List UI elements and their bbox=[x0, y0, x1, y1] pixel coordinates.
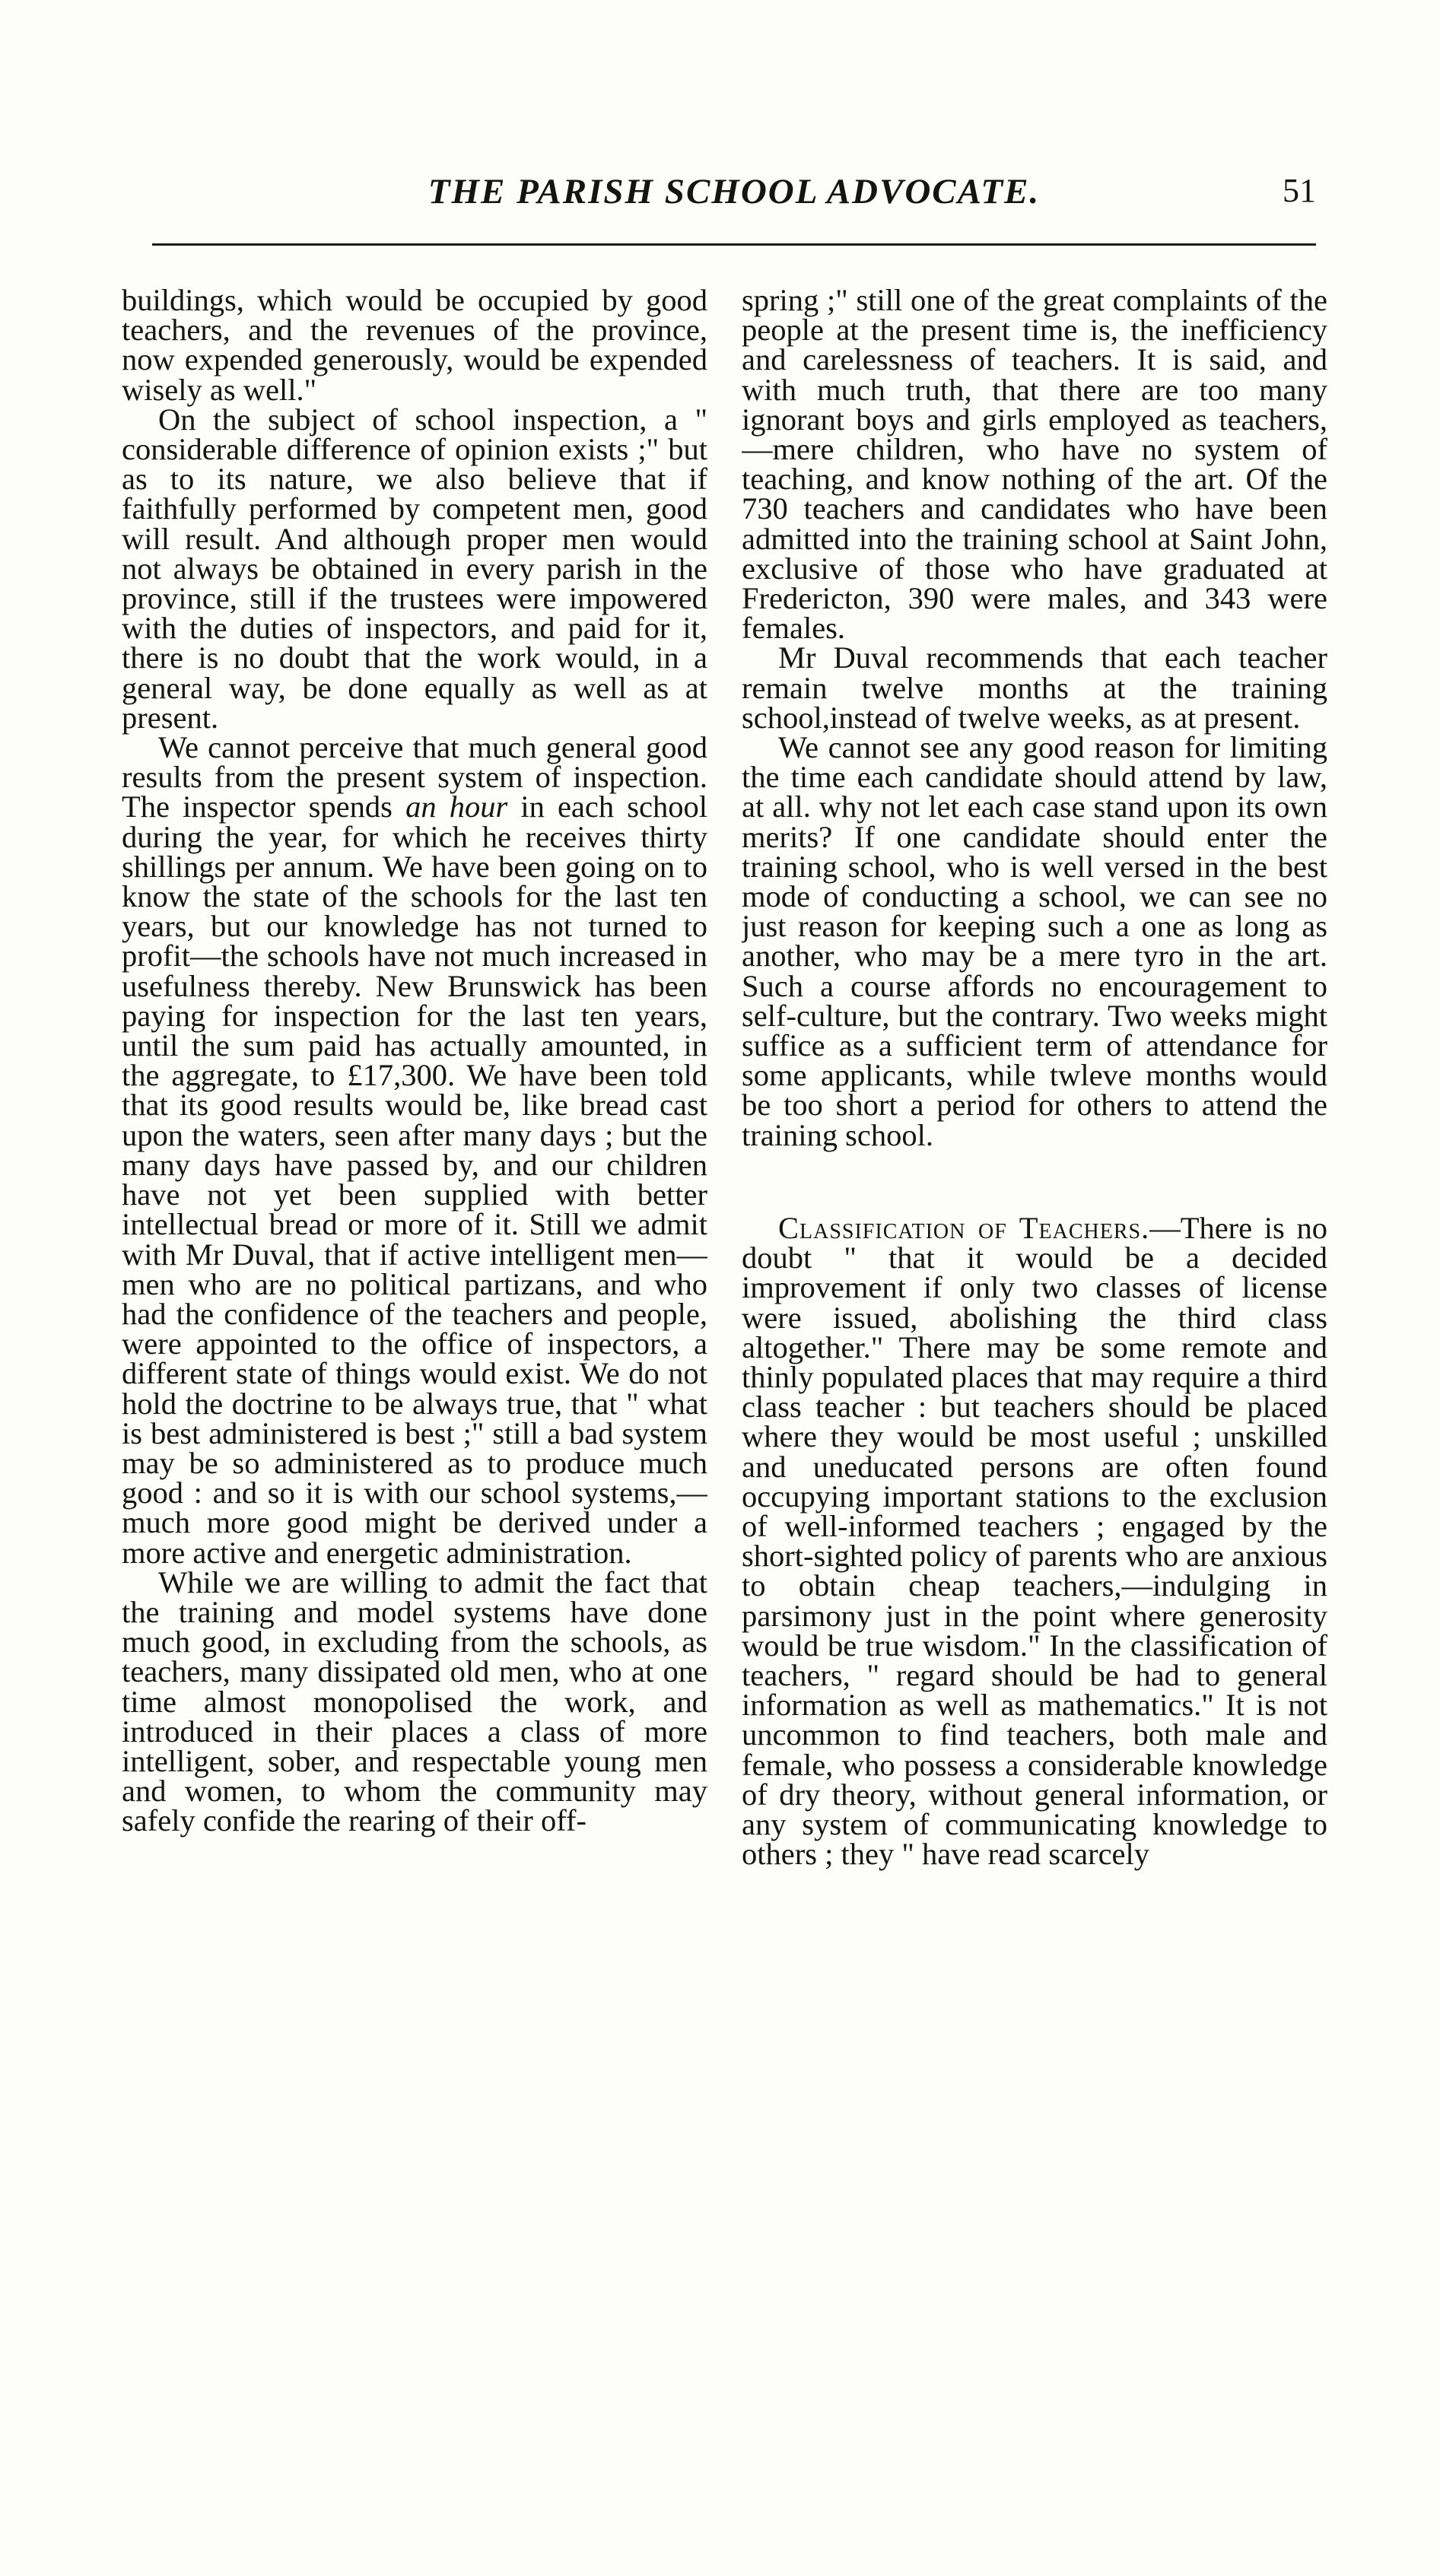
paragraph-school-inspection: On the subject of school inspection, a " considerable difference of opinion exists ;" but as to its nature, we also believe that if faithfully performed by competent men, good will result. And although proper men would not always be obtained in every parish in the province, still if the trustees were impowered with the duties of inspectors, and paid for it, there is no doubt that the work would, in a general way, be done equally as well as at present. bbox=[122, 402, 707, 735]
paragraph-classification-text: —There is no doubt " that it would be a decided improvement if only two classes of license were issued, abolishing the third class altogether." There may be some remote and thinly populated places that may require a third class teacher : but teachers should be placed where they would be most useful ; unskilled and uneducated persons are often found occupying important stations to the exclusion of well-informed teachers ; engaged by the short-sighted policy of parents who are anxious to obtain cheap teachers,—indulging in parsimony just in the point where generosity would be true wisdom." In the classification of teachers, " regard should be had to general information as well as mathematics." It is not uncommon to find teachers, both male and female, who possess a considerable knowledge of dry theory, without general information, or any system of communicating knowledge to others ; they " have read scarcely bbox=[742, 1210, 1327, 1872]
paragraph-inspection-system bbox=[122, 732, 707, 1568]
paragraph-inspection-text-end: in each school during the year, for which he receives thirty shillings per annum. We have been going on to know the state of the schools for the last ten years, but our knowledge has not turned to profit—the schools have not much increased in usefulness thereby. New Brunswick has been paying for inspection for the last ten years, until the sum paid has actually amounted, in the aggregate, to £17,300. We have been told that its good results would be, like bread cast upon the waters, seen after many days ; but the many days have passed by, and our children have not yet been supplied with better intellectual bread or more of it. Still we admit with Mr Duval, that if active intelligent men—men who are no political partizans, and who had the confidence of the teachers and people, were appointed to the office of inspectors, a different state of things would exist. We do not hold the doctrine to be always true, that " what is best administered is best ;" still a bad system may be so administered as to produce much good : and so it is with our school systems,—much more good might be derived under a more active and energetic administration. bbox=[122, 789, 707, 1570]
left-column bbox=[122, 285, 707, 2552]
paragraph-attendance-term: We cannot see any good reason for limiting the time each candidate should attend by law, at all. why not let each case stand upon its own merits? If one candidate should enter the training school, who is well versed in the best mode of conducting a school, we can see no just reason for keeping such a one as long as another, who may be a mere tyro in the art. Such a course affords no encouragement to self-culture, but the contrary. Two weeks might suffice as a sufficient term of attendance for some applicants, while twleve months would be too short a period for others to attend the training school. bbox=[742, 730, 1327, 1152]
paragraph-training-systems: While we are willing to admit the fact that the training and model systems have done much good, in excluding from the schools, as teachers, many dissipated old men, who at one time almost monopolised the work, and introduced in their places a class of more intelligent, sober, and respectable young men and women, to whom the community may safely confide the rearing of their off- bbox=[122, 1564, 707, 1838]
header-rule bbox=[152, 243, 1316, 246]
running-head bbox=[152, 171, 1316, 224]
emphasis-an-hour: an hour bbox=[405, 789, 508, 824]
page-number: 51 bbox=[1283, 172, 1316, 209]
paragraph-duval-recommendation: Mr Duval recommends that each teacher remain twelve months at the training school,instead of twelve weeks, as at present. bbox=[742, 640, 1327, 735]
running-title: THE PARISH SCHOOL ADVOCATE. bbox=[428, 172, 1041, 211]
paragraph-inspection-text-start: We cannot perceive that much general good results from the present system of inspection. The inspector spends bbox=[122, 730, 707, 824]
paragraph-complaints: spring ;" still one of the great complaints of the people at the present time is, the inefficiency and carelessness of teachers. It is said, and with much truth, that there are too many ignorant boys and girls employed as teachers,—mere children, who have no system of teaching, and know nothing of the art. Of the 730 teachers and candidates who have been admitted into the training school at Saint John, exclusive of those who have graduated at Fredericton, 390 were males, and 343 were females. bbox=[742, 285, 1327, 646]
section-heading-classification: Classification of Teachers. bbox=[778, 1210, 1150, 1245]
paragraph-classification bbox=[742, 1210, 1327, 1872]
right-column bbox=[742, 285, 1327, 2552]
paragraph-buildings: buildings, which would be occupied by good teachers, and the revenues of the province, now expended generously, would be expended wisely as well." bbox=[122, 285, 707, 407]
